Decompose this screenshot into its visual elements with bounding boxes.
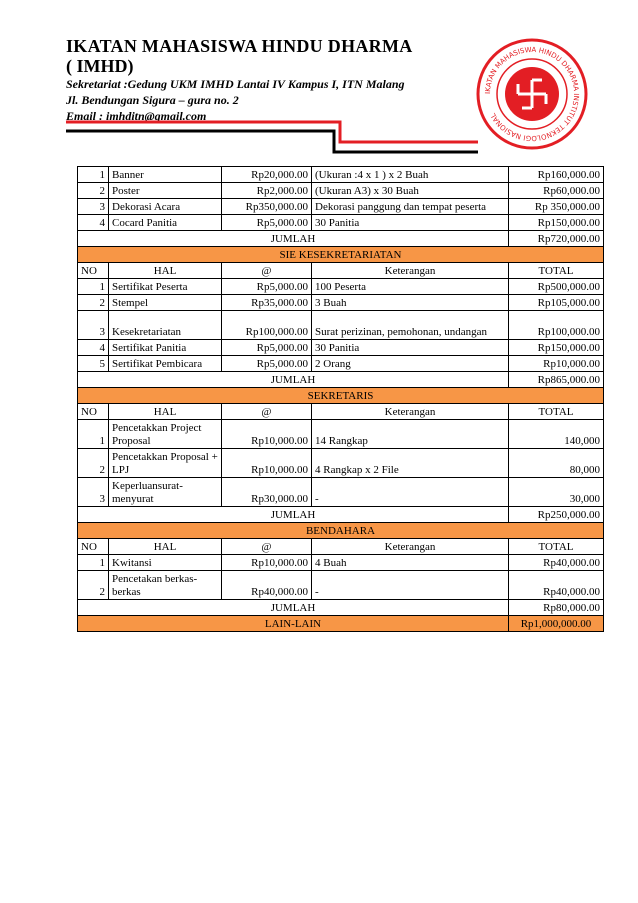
item-name: Stempel <box>109 295 222 311</box>
item-total: Rp10,000.00 <box>509 356 604 372</box>
unit-price: Rp10,000.00 <box>222 449 312 478</box>
row-number: 1 <box>78 279 109 295</box>
table-row <box>78 571 604 600</box>
item-total: 30,000 <box>509 478 604 507</box>
unit-price: Rp20,000.00 <box>222 167 312 183</box>
unit-price: Rp10,000.00 <box>222 555 312 571</box>
row-number: 5 <box>78 356 109 372</box>
item-name: Poster <box>109 183 222 199</box>
unit-price: Rp10,000.00 <box>222 420 312 449</box>
item-total: Rp100,000.00 <box>509 311 604 340</box>
column-header-no: NO <box>78 404 109 420</box>
row-number: 1 <box>78 420 109 449</box>
imhd-logo-icon <box>476 38 588 150</box>
section-title: SIE KESEKRETARIATAN <box>78 247 604 263</box>
item-total: Rp500,000.00 <box>509 279 604 295</box>
row-number: 3 <box>78 199 109 215</box>
item-description: (Ukuran A3) x 30 Buah <box>312 183 509 199</box>
table-row <box>78 311 604 340</box>
table-row <box>78 340 604 356</box>
row-number: 1 <box>78 167 109 183</box>
item-total: 80,000 <box>509 449 604 478</box>
item-description: 2 Orang <box>312 356 509 372</box>
org-name: IKATAN MAHASISWA HINDU DHARMA <box>66 36 413 56</box>
table-row <box>78 215 604 231</box>
column-header-row <box>78 263 604 279</box>
unit-price: Rp350,000.00 <box>222 199 312 215</box>
section-lain-lain <box>78 616 604 632</box>
total-row-bendahara <box>78 600 604 616</box>
column-header-price: @ <box>222 539 312 555</box>
unit-price: Rp5,000.00 <box>222 279 312 295</box>
item-name: Pencetakan berkas-berkas <box>109 571 222 600</box>
total-value: Rp250,000.00 <box>509 507 604 523</box>
item-total: Rp150,000.00 <box>509 215 604 231</box>
section-header-sekretaris <box>78 388 604 404</box>
item-total: Rp160,000.00 <box>509 167 604 183</box>
table-row <box>78 356 604 372</box>
table-row <box>78 295 604 311</box>
item-name: Sertifikat Peserta <box>109 279 222 295</box>
item-description: - <box>312 571 509 600</box>
column-header-total: TOTAL <box>509 539 604 555</box>
column-header-item: HAL <box>109 263 222 279</box>
item-total: Rp 350,000.00 <box>509 199 604 215</box>
table-row <box>78 449 604 478</box>
column-header-item: HAL <box>109 539 222 555</box>
row-number: 2 <box>78 183 109 199</box>
unit-price: Rp5,000.00 <box>222 356 312 372</box>
column-header-row <box>78 539 604 555</box>
item-description: 3 Buah <box>312 295 509 311</box>
item-name: Cocard Panitia <box>109 215 222 231</box>
row-number: 3 <box>78 311 109 340</box>
column-header-item: HAL <box>109 404 222 420</box>
item-description: Surat perizinan, pemohonan, undangan <box>312 311 509 340</box>
total-label: JUMLAH <box>78 372 509 388</box>
section-header-sekretariatan <box>78 247 604 263</box>
item-name: Dekorasi Acara <box>109 199 222 215</box>
item-name: Kesekretariatan <box>109 311 222 340</box>
email-address: Email : imhditn@gmail.com <box>66 109 207 123</box>
item-description: Dekorasi panggung dan tempat peserta <box>312 199 509 215</box>
row-number: 4 <box>78 215 109 231</box>
item-description: 4 Buah <box>312 555 509 571</box>
total-row-sekretariatan <box>78 372 604 388</box>
column-header-description: Keterangan <box>312 263 509 279</box>
section-title: BENDAHARA <box>78 523 604 539</box>
column-header-row <box>78 404 604 420</box>
row-number: 2 <box>78 449 109 478</box>
unit-price: Rp30,000.00 <box>222 478 312 507</box>
item-total: Rp40,000.00 <box>509 555 604 571</box>
item-total: Rp150,000.00 <box>509 340 604 356</box>
unit-price: Rp5,000.00 <box>222 340 312 356</box>
total-label: JUMLAH <box>78 507 509 523</box>
column-header-description: Keterangan <box>312 404 509 420</box>
street-address: Jl. Bendungan Sigura – gura no. 2 <box>66 93 239 107</box>
total-value: Rp80,000.00 <box>509 600 604 616</box>
row-number: 3 <box>78 478 109 507</box>
secretariat-address: Sekretariat :Gedung UKM IMHD Lantai IV Kampus I, ITN Malang <box>66 77 405 91</box>
column-header-no: NO <box>78 539 109 555</box>
org-abbreviation: ( IMHD) <box>66 56 134 76</box>
row-number: 1 <box>78 555 109 571</box>
table-row <box>78 478 604 507</box>
unit-price: Rp40,000.00 <box>222 571 312 600</box>
column-header-description: Keterangan <box>312 539 509 555</box>
row-number: 2 <box>78 571 109 600</box>
total-label: JUMLAH <box>78 600 509 616</box>
item-name: Pencetakkan Proposal + LPJ <box>109 449 222 478</box>
item-description: - <box>312 478 509 507</box>
item-name: Sertifikat Panitia <box>109 340 222 356</box>
item-total: Rp40,000.00 <box>509 571 604 600</box>
total-label: JUMLAH <box>78 231 509 247</box>
unit-price: Rp2,000.00 <box>222 183 312 199</box>
table-row <box>78 279 604 295</box>
item-total: Rp105,000.00 <box>509 295 604 311</box>
unit-price: Rp100,000.00 <box>222 311 312 340</box>
item-name: Keperluansurat-menyurat <box>109 478 222 507</box>
table-row <box>78 167 604 183</box>
table-row <box>78 183 604 199</box>
item-description: 30 Panitia <box>312 340 509 356</box>
total-row-sekretaris <box>78 507 604 523</box>
budget-table <box>77 166 604 632</box>
section-title: LAIN-LAIN <box>78 616 509 632</box>
section-title: SEKRETARIS <box>78 388 604 404</box>
column-header-price: @ <box>222 404 312 420</box>
table-row <box>78 199 604 215</box>
total-value: Rp865,000.00 <box>509 372 604 388</box>
total-row-publication <box>78 231 604 247</box>
total-value: Rp720,000.00 <box>509 231 604 247</box>
column-header-total: TOTAL <box>509 263 604 279</box>
item-total: 140,000 <box>509 420 604 449</box>
item-description: 30 Panitia <box>312 215 509 231</box>
unit-price: Rp5,000.00 <box>222 215 312 231</box>
section-header-bendahara <box>78 523 604 539</box>
column-header-total: TOTAL <box>509 404 604 420</box>
column-header-price: @ <box>222 263 312 279</box>
row-number: 2 <box>78 295 109 311</box>
logo-ring-text: IKATAN MAHASISWA HINDU DHARMA INSTITUT TEKNOLOGI NASIONAL <box>483 45 581 143</box>
item-name: Sertifikat Pembicara <box>109 356 222 372</box>
table-row <box>78 555 604 571</box>
table-row <box>78 420 604 449</box>
item-name: Kwitansi <box>109 555 222 571</box>
item-name: Banner <box>109 167 222 183</box>
item-description: 100 Peserta <box>312 279 509 295</box>
row-number: 4 <box>78 340 109 356</box>
column-header-no: NO <box>78 263 109 279</box>
item-description: 4 Rangkap x 2 File <box>312 449 509 478</box>
item-description: (Ukuran :4 x 1 ) x 2 Buah <box>312 167 509 183</box>
item-description: 14 Rangkap <box>312 420 509 449</box>
unit-price: Rp35,000.00 <box>222 295 312 311</box>
item-name: Pencetakkan Project Proposal <box>109 420 222 449</box>
item-total: Rp60,000.00 <box>509 183 604 199</box>
lain-lain-value: Rp1,000,000.00 <box>509 616 604 632</box>
